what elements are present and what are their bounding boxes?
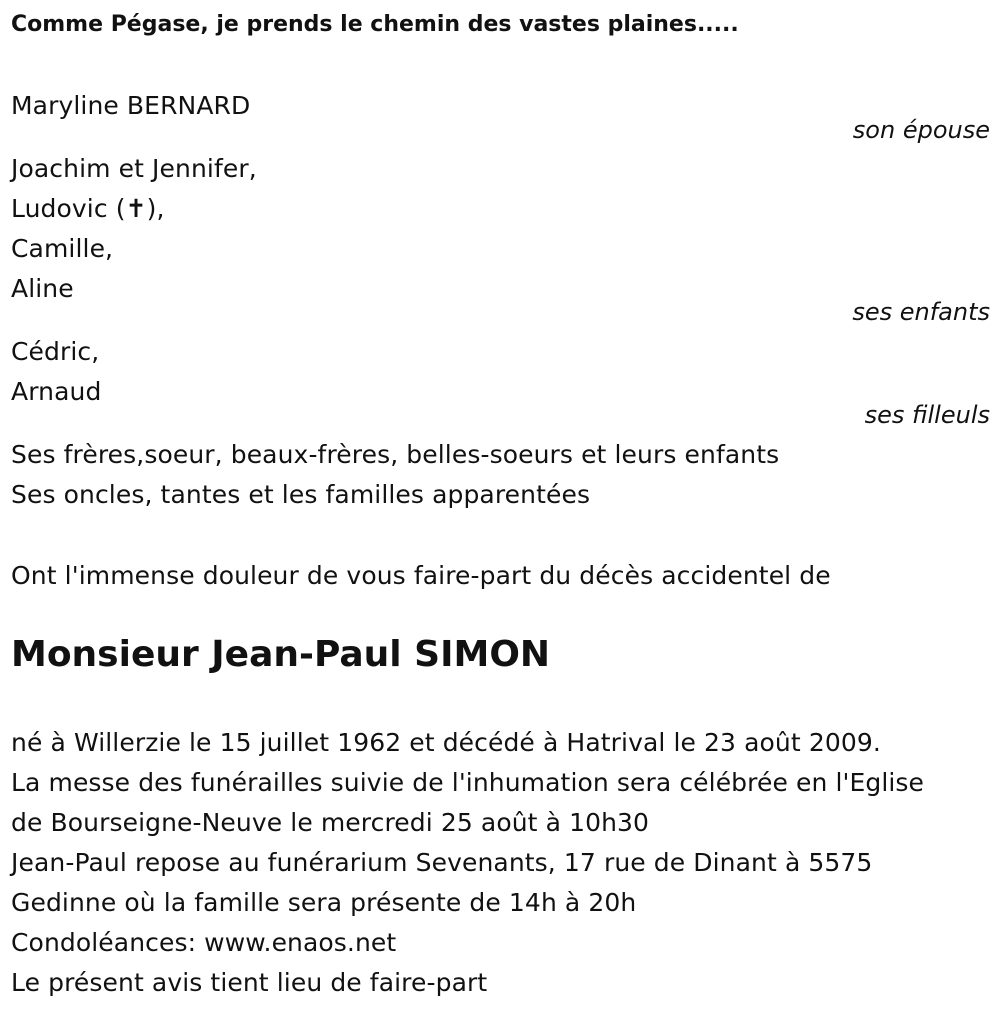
godchild-name: Cédric, — [11, 337, 100, 366]
condolences-line: Condoléances: www.enaos.net — [11, 928, 397, 957]
detail-line: Jean-Paul repose au funérarium Sevenants, 17 rue de Dinant à 5575 — [11, 848, 873, 877]
epigraph: Comme Pégase, je prends le chemin des vastes plaines..... — [11, 12, 739, 37]
deceased-name: Monsieur Jean-Paul SIMON — [11, 634, 551, 675]
detail-line: né à Willerzie le 15 juillet 1962 et décédé à Hatrival le 23 août 2009. — [11, 728, 881, 757]
godchild-name: Arnaud — [11, 377, 102, 406]
child-name: Joachim et Jennifer, — [11, 154, 257, 183]
detail-line: Le présent avis tient lieu de faire-part — [11, 968, 488, 997]
spouse-role: son épouse — [852, 116, 990, 144]
family-line: Ses oncles, tantes et les familles apparentées — [11, 480, 591, 509]
children-role: ses enfants — [852, 298, 990, 326]
detail-line: Gedinne où la famille sera présente de 14h à 20h — [11, 888, 637, 917]
child-name: Ludovic (✝), — [11, 194, 165, 223]
spouse-name: Maryline BERNARD — [11, 91, 251, 120]
family-line: Ses frères,soeur, beaux-frères, belles-soeurs et leurs enfants — [11, 440, 780, 469]
child-name: Aline — [11, 274, 74, 303]
godchildren-role: ses filleuls — [864, 401, 990, 429]
announcement: Ont l'immense douleur de vous faire-part du décès accidentel de — [11, 561, 831, 590]
detail-line: de Bourseigne-Neuve le mercredi 25 août à 10h30 — [11, 808, 650, 837]
detail-line: La messe des funérailles suivie de l'inhumation sera célébrée en l'Eglise — [11, 768, 925, 797]
child-name: Camille, — [11, 234, 114, 263]
